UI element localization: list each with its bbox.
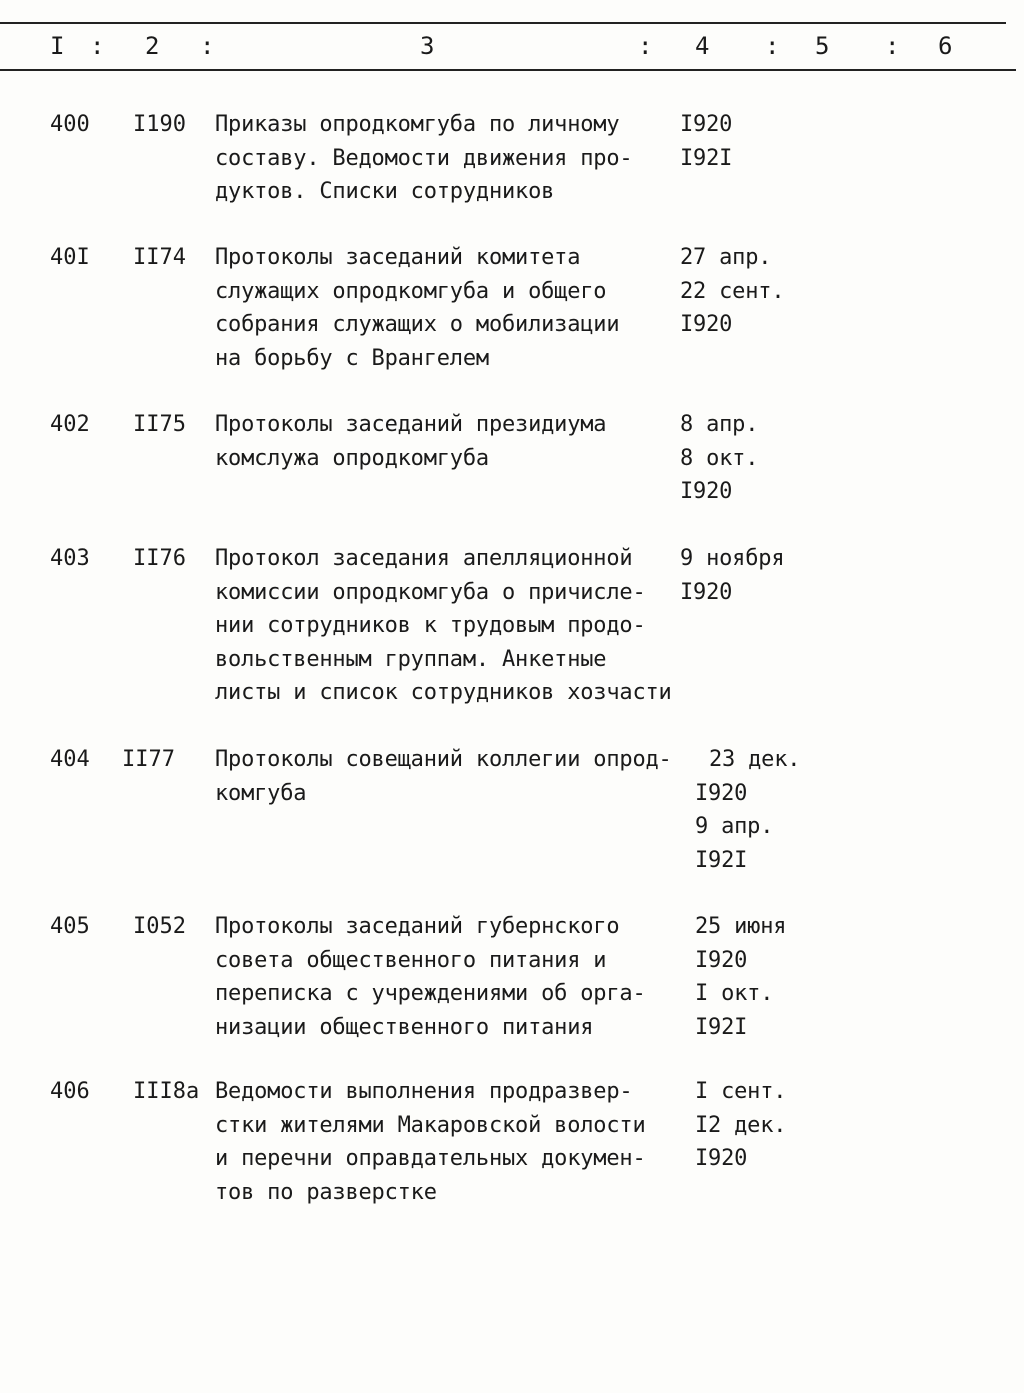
entry-title-line: стки жителями Макаровской волости: [215, 1112, 646, 1138]
entry-fund-number: II77: [122, 747, 175, 772]
entry-date: I920: [680, 312, 733, 337]
header-col-4: 4: [695, 32, 710, 60]
entry-date: 9 ноября: [680, 546, 785, 571]
header-separator: :: [200, 32, 215, 60]
header-separator: :: [90, 32, 105, 60]
entry-title-line: комгуба: [215, 780, 307, 806]
entry-title: [215, 244, 619, 378]
entry-date: I920: [680, 579, 733, 605]
entry-title-line: Протокол заседания апелляционной: [215, 546, 633, 571]
entry-date: I92I: [680, 145, 733, 171]
header-separator: :: [765, 32, 780, 60]
entry-number: 40I: [50, 245, 90, 270]
entry-date: I920: [680, 479, 733, 504]
entry-title-line: переписка с учреждениями об орга-: [215, 981, 646, 1006]
entry-title-line: низации общественного питания: [215, 1014, 594, 1040]
entry-date: 8 окт.: [680, 445, 759, 471]
header-col-3: 3: [420, 32, 435, 60]
header-col-1: I: [50, 32, 65, 60]
header-separator: :: [638, 32, 653, 60]
entry-title-line: и перечни оправдательных докумен-: [215, 1146, 646, 1171]
entry-title-line: листы и список сотрудников хозчасти: [215, 680, 672, 705]
entry-title: [215, 411, 606, 478]
entry-number: 402: [50, 412, 90, 437]
entry-date: 25 июня: [695, 914, 787, 939]
entry-number: 403: [50, 546, 90, 571]
entry-dates: [695, 1078, 786, 1179]
entry-title-line: Протоколы заседаний комитета: [215, 245, 581, 270]
entry-title-line: нии сотрудников к трудовым продо-: [215, 613, 646, 638]
entry-title-line: дуктов. Списки сотрудников: [215, 179, 555, 204]
entry-date: I92I: [695, 847, 748, 873]
entry-title: [215, 111, 632, 212]
entry-title: [215, 1078, 646, 1212]
entry-title: [215, 545, 672, 713]
entry-dates: [680, 545, 784, 612]
entry-date: 27 апр.: [680, 245, 772, 270]
entry-date: I920: [680, 112, 733, 137]
entry-date: I920: [695, 780, 748, 806]
entry-fund-number: II75: [133, 412, 186, 437]
entry-date: 9 апр.: [695, 814, 774, 839]
entry-date: I2 дек.: [695, 1112, 787, 1138]
entry-date: I сент.: [695, 1079, 787, 1104]
entry-date: 23 дек.: [709, 747, 801, 772]
entry-dates: [680, 111, 732, 178]
header-col-2: 2: [145, 32, 160, 60]
header-col-6: 6: [938, 32, 953, 60]
entry-dates: [695, 746, 800, 880]
entry-title-line: на борьбу с Врангелем: [215, 345, 489, 371]
entry-fund-number: I190: [133, 112, 186, 137]
entry-title-line: Ведомости выполнения продразвер-: [215, 1079, 633, 1104]
entry-number: 406: [50, 1079, 90, 1104]
entry-date: I92I: [695, 1014, 748, 1040]
entry-dates: [680, 411, 758, 512]
entry-date: I920: [695, 947, 748, 973]
entry-date: 8 апр.: [680, 412, 759, 437]
entry-fund-number: I052: [133, 914, 186, 939]
entry-title-line: собрания служащих о мобилизации: [215, 312, 620, 337]
header-bottom-rule: [0, 69, 1016, 71]
entry-title-line: Протоколы совещаний коллегии опрод-: [215, 747, 672, 772]
entry-title: [215, 913, 646, 1047]
entry-title-line: Протоколы заседаний губернского: [215, 914, 620, 939]
entry-fund-number: II76: [133, 546, 186, 571]
entry-title: [215, 746, 672, 813]
entry-number: 400: [50, 112, 90, 137]
entry-date: 22 сент.: [680, 278, 785, 304]
entry-fund-number: II74: [133, 245, 186, 270]
entry-fund-number: III8а: [133, 1079, 200, 1104]
entry-title-line: тов по разверстке: [215, 1179, 437, 1205]
entry-title-line: составу. Ведомости движения про-: [215, 145, 633, 171]
entry-number: 404: [50, 747, 90, 772]
entry-date: I окт.: [695, 981, 774, 1006]
entry-dates: [695, 913, 786, 1047]
header-top-rule: [0, 22, 1006, 24]
entry-title-line: Приказы опродкомгуба по личному: [215, 112, 620, 137]
entry-title-line: совета общественного питания и: [215, 947, 607, 973]
entry-dates: [680, 244, 784, 345]
header-col-5: 5: [815, 32, 830, 60]
entry-number: 405: [50, 914, 90, 939]
entry-title-line: Протоколы заседаний президиума: [215, 412, 607, 437]
entry-title-line: комслужа опродкомгуба: [215, 445, 489, 471]
entry-title-line: комиссии опродкомгуба о причисле-: [215, 579, 646, 605]
entry-date: I920: [695, 1146, 748, 1171]
entry-title-line: вольственным группам. Анкетные: [215, 646, 607, 672]
entry-title-line: служащих опродкомгуба и общего: [215, 278, 607, 304]
header-separator: :: [885, 32, 900, 60]
